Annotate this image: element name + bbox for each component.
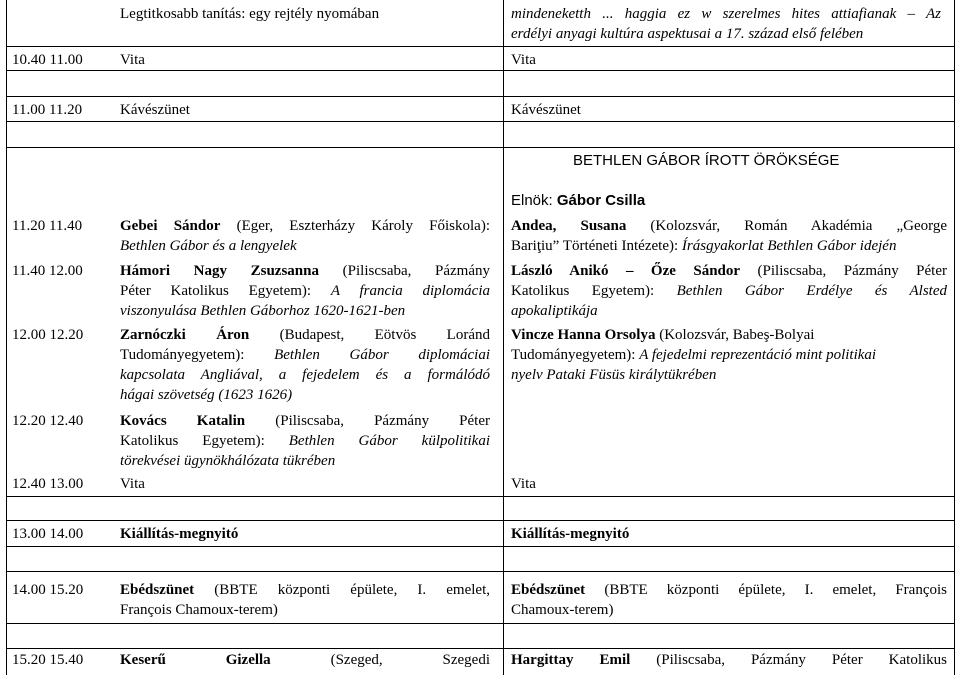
program-item-left-cont: François Chamoux-terem) xyxy=(120,602,278,618)
talk-title-left: Bethlen Gábor és a lengyelek xyxy=(120,238,297,254)
program-item-left: Kávészünet xyxy=(120,102,190,118)
program-item-left: Vita xyxy=(120,476,145,492)
speaker-entry-right: Andea, Susana (Kolozsvár, Román Akadémia „George xyxy=(511,218,947,234)
session-title-left: Legtitkosabb tanítás: egy rejtély nyomában xyxy=(120,6,380,22)
program-item-right-cont: Chamoux-terem) xyxy=(511,602,614,618)
speaker-entry-right: Vincze Hanna Orsolya (Kolozsvár, Babeş-Bolyai xyxy=(511,327,815,343)
speaker-entry-right: Hargittay Emil (Piliscsaba, Pázmány Péter Katolikus xyxy=(511,652,947,668)
session-title-right-line1: mindeneketth ... haggia ez w szerelmes hites attiafianak – Az xyxy=(511,6,941,22)
row-border xyxy=(6,70,955,71)
row-border xyxy=(6,520,955,521)
time-slot: 11.20 11.40 xyxy=(12,218,83,234)
session-title-right-line2: erdélyi anyagi kultúra aspektusai a 17. század első felében xyxy=(511,26,864,42)
program-item-right: Vita xyxy=(511,52,536,68)
time-slot: 12.40 13.00 xyxy=(12,476,84,492)
speaker-entry-left: Keserű Gizella (Szeged, Szegedi xyxy=(120,652,491,668)
section-title: BETHLEN GÁBOR ÍROTT ÖRÖKSÉGE xyxy=(573,152,840,169)
talk-title-left-cont: hágai szövetség (1623 1626) xyxy=(120,387,293,403)
time-slot: 12.20 12.40 xyxy=(12,413,84,429)
talk-title-right: Tudományegyetem): A fejedelmi reprezentáció mint politikai xyxy=(511,347,877,363)
talk-title-left-cont: kapcsolata Angliával, a fejedelem és a formálódó xyxy=(120,367,490,383)
program-item-right: Kávészünet xyxy=(511,102,581,118)
talk-title-right-cont: apokaliptikája xyxy=(511,303,598,319)
program-item-left: Vita xyxy=(120,52,145,68)
row-border xyxy=(6,571,955,572)
speaker-entry-left: Kovács Katalin (Piliscsaba, Pázmány Péter xyxy=(120,413,490,429)
row-border xyxy=(6,546,955,547)
time-slot: 15.20 15.40 xyxy=(12,652,84,668)
program-item-right: Ebédszünet (BBTE központi épülete, I. emelet, François xyxy=(511,582,948,598)
time-slot: 11.00 11.20 xyxy=(12,102,83,118)
talk-title-left-cont: törekvései ügynökhálózata tükrében xyxy=(120,453,336,469)
time-slot: 11.40 12.00 xyxy=(12,263,83,279)
talk-title-left: Katolikus Egyetem): Bethlen Gábor külpolitikai xyxy=(120,433,490,449)
row-border xyxy=(6,121,955,122)
talk-title-right-cont: nyelv Pataki Füsüs királytükrében xyxy=(511,367,717,383)
column-divider xyxy=(503,0,504,675)
speaker-entry-left: Zarnóczki Áron (Budapest, Eötvös Loránd xyxy=(120,327,490,343)
talk-title-right: Katolikus Egyetem): Bethlen Gábor Erdélye és Alsted xyxy=(511,283,948,299)
speaker-entry-left: Hámori Nagy Zsuzsanna (Piliscsaba, Pázmány xyxy=(120,263,491,279)
time-slot: 14.00 15.20 xyxy=(12,582,84,598)
row-border xyxy=(6,147,955,148)
row-border xyxy=(6,46,955,47)
speaker-entry-right: László Anikó – Őze Sándor (Piliscsaba, Pázmány Péter xyxy=(511,263,948,279)
row-border xyxy=(6,648,955,649)
session-chair: Elnök: Gábor Csilla xyxy=(511,192,646,209)
row-border xyxy=(6,623,955,624)
program-item-left: Ebédszünet (BBTE központi épülete, I. emelet, xyxy=(120,582,490,598)
talk-title-right: Bariţiu” Történeti Intézete): Írásgyakorlat Bethlen Gábor idején xyxy=(511,238,897,254)
time-slot: 10.40 11.00 xyxy=(12,52,83,68)
row-border xyxy=(6,496,955,497)
table-right-border xyxy=(954,0,955,675)
time-slot: 13.00 14.00 xyxy=(12,526,84,542)
program-item-left: Kiállítás-megnyitó xyxy=(120,526,239,542)
talk-title-left: Péter Katolikus Egyetem): A francia diplomácia xyxy=(120,283,490,299)
row-border xyxy=(6,96,955,97)
program-item-right: Vita xyxy=(511,476,536,492)
speaker-entry-left: Gebei Sándor (Eger, Eszterházy Károly Főiskola): xyxy=(120,218,490,234)
table-left-border xyxy=(6,0,7,675)
talk-title-left-cont: viszonyulása Bethlen Gáborhoz 1620-1621-ben xyxy=(120,303,406,319)
time-slot: 12.00 12.20 xyxy=(12,327,84,343)
program-item-right: Kiállítás-megnyitó xyxy=(511,526,630,542)
talk-title-left: Tudományegyetem): Bethlen Gábor diplomáciai xyxy=(120,347,490,363)
